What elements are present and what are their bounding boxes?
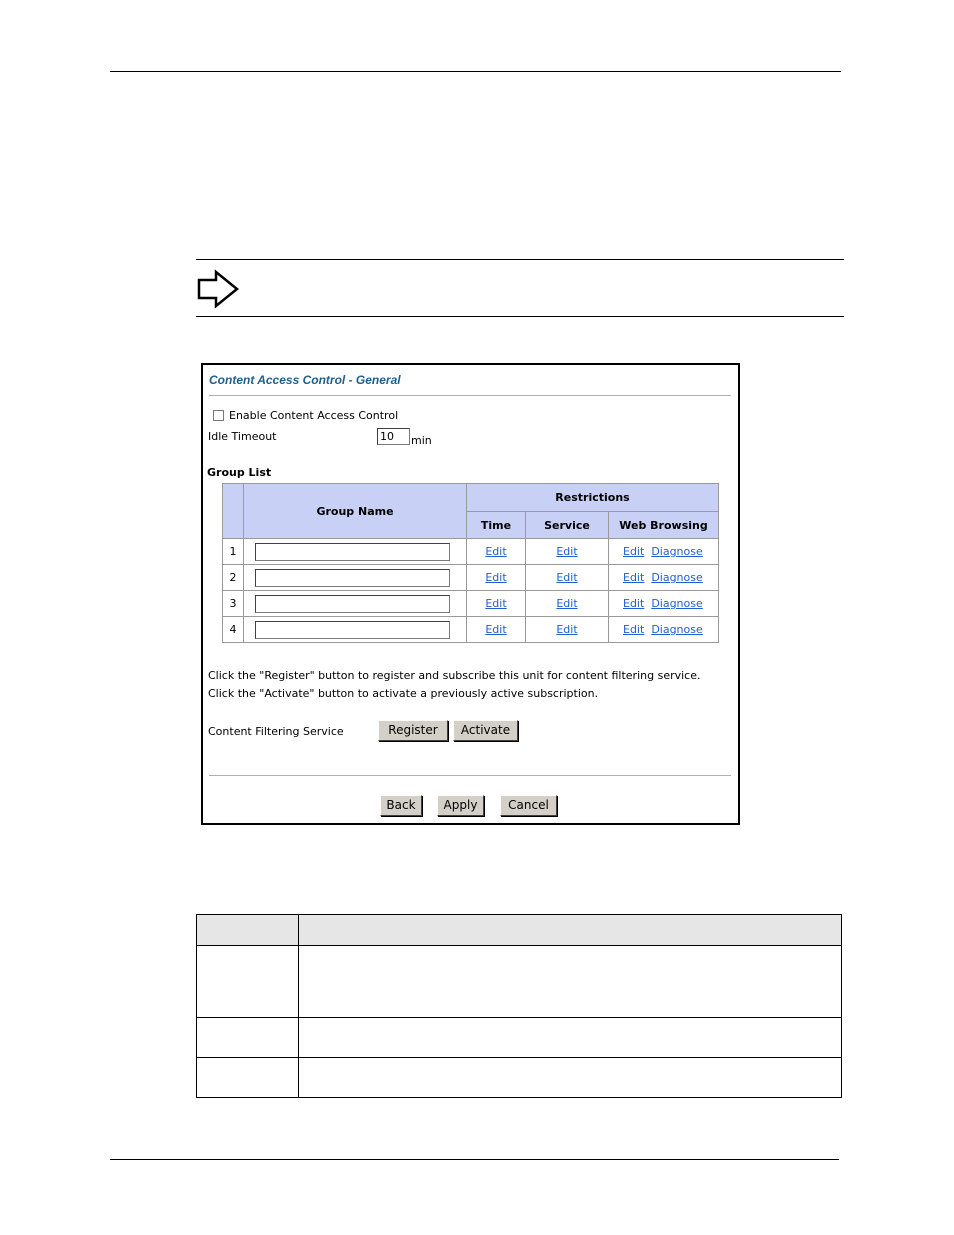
time-edit-link[interactable]: Edit <box>485 545 507 558</box>
note-top-rule <box>196 259 844 260</box>
group-name-input[interactable] <box>255 621 450 639</box>
footer-rule <box>110 1159 839 1160</box>
restrictions-header: Restrictions <box>467 484 719 512</box>
table-cell <box>299 1058 842 1098</box>
web-edit-link[interactable]: Edit <box>623 545 645 558</box>
service-edit-link[interactable]: Edit <box>556 571 578 584</box>
activate-button[interactable]: Activate <box>453 720 518 741</box>
title-divider <box>209 395 731 396</box>
service-edit-link[interactable]: Edit <box>556 545 578 558</box>
header-cell <box>197 915 299 946</box>
time-header: Time <box>467 512 526 539</box>
group-name-header: Group Name <box>244 484 467 539</box>
diagnose-link[interactable]: Diagnose <box>651 623 703 636</box>
time-edit-link[interactable]: Edit <box>485 597 507 610</box>
time-edit-link[interactable]: Edit <box>485 623 507 636</box>
table-row <box>197 1018 842 1058</box>
table-row <box>197 946 842 1018</box>
row-number: 1 <box>223 539 244 565</box>
web-edit-link[interactable]: Edit <box>623 597 645 610</box>
header-cell <box>299 915 842 946</box>
cfs-label: Content Filtering Service <box>208 725 344 738</box>
field-description-table <box>196 914 842 1098</box>
table-row <box>223 617 719 643</box>
footer-divider <box>209 775 731 776</box>
table-cell <box>299 1018 842 1058</box>
web-edit-link[interactable]: Edit <box>623 571 645 584</box>
web-browsing-header: Web Browsing <box>609 512 719 539</box>
enable-checkbox[interactable] <box>213 410 224 421</box>
group-list-table <box>222 483 719 643</box>
row-number: 3 <box>223 591 244 617</box>
header-rule <box>110 71 841 72</box>
diagnose-link[interactable]: Diagnose <box>651 571 703 584</box>
group-list-label: Group List <box>207 466 272 479</box>
idle-timeout-unit: min <box>411 434 432 447</box>
activate-info-text: Click the "Activate" button to activate a previously active subscription. <box>208 687 599 700</box>
table-cell <box>197 1058 299 1098</box>
row-number: 4 <box>223 617 244 643</box>
service-header: Service <box>526 512 609 539</box>
note-bottom-rule <box>196 316 844 317</box>
group-name-input[interactable] <box>255 595 450 613</box>
arrow-right-icon <box>196 268 242 310</box>
apply-button[interactable]: Apply <box>437 795 484 816</box>
idle-timeout-label: Idle Timeout <box>208 430 277 443</box>
group-name-input[interactable] <box>255 569 450 587</box>
service-edit-link[interactable]: Edit <box>556 623 578 636</box>
content-access-control-screen <box>201 363 740 825</box>
cancel-button[interactable]: Cancel <box>500 795 557 816</box>
row-number: 2 <box>223 565 244 591</box>
back-button[interactable]: Back <box>380 795 422 816</box>
service-edit-link[interactable]: Edit <box>556 597 578 610</box>
enable-label: Enable Content Access Control <box>229 409 399 422</box>
diagnose-link[interactable]: Diagnose <box>651 597 703 610</box>
table-cell <box>197 946 299 1018</box>
table-row <box>223 591 719 617</box>
table-header-row <box>197 915 842 946</box>
register-button[interactable]: Register <box>378 720 448 741</box>
table-cell <box>299 946 842 1018</box>
idle-timeout-input[interactable] <box>377 428 410 445</box>
diagnose-link[interactable]: Diagnose <box>651 545 703 558</box>
group-name-input[interactable] <box>255 543 450 561</box>
table-row <box>197 1058 842 1098</box>
screen-title: Content Access Control - General <box>209 373 401 387</box>
table-row <box>223 539 719 565</box>
table-row <box>223 565 719 591</box>
time-edit-link[interactable]: Edit <box>485 571 507 584</box>
register-info-text: Click the "Register" button to register and subscribe this unit for content filtering service. <box>208 669 701 682</box>
table-cell <box>197 1018 299 1058</box>
row-number-header <box>223 484 244 539</box>
web-edit-link[interactable]: Edit <box>623 623 645 636</box>
